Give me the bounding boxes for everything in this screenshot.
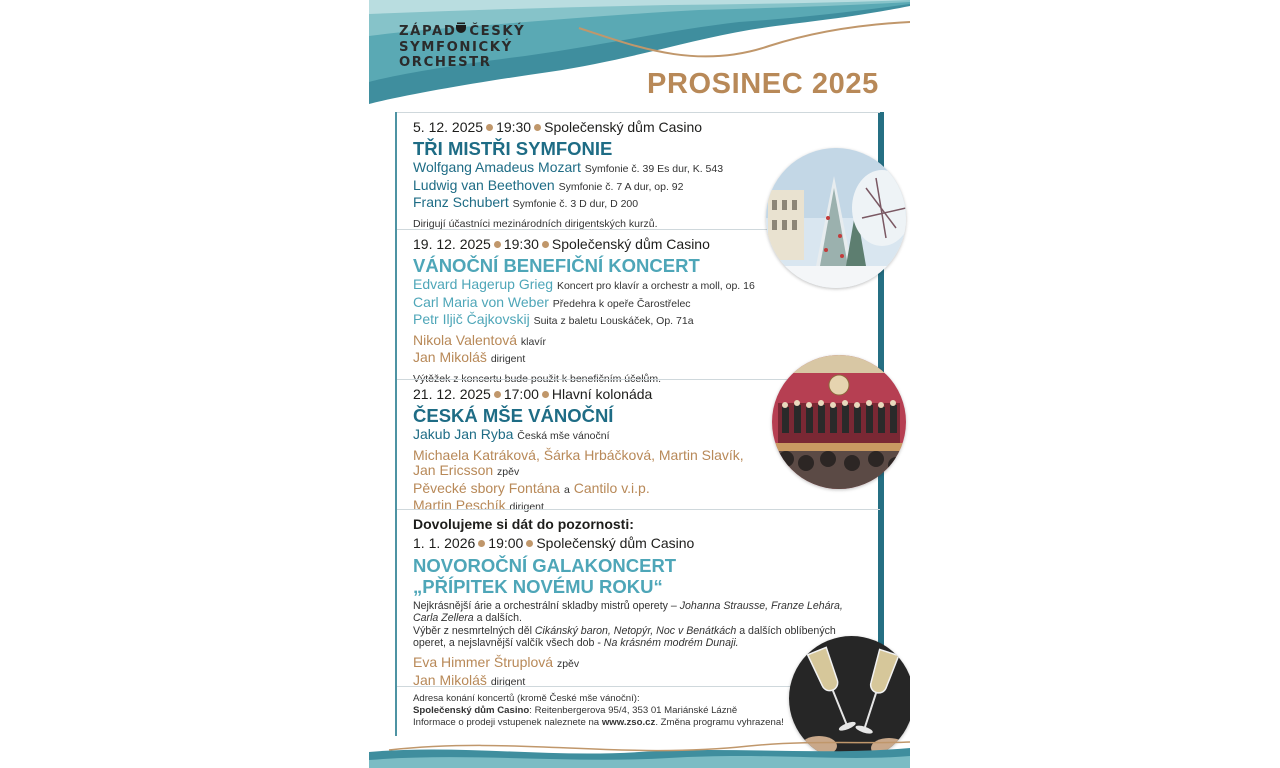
choir-join: a bbox=[563, 483, 570, 496]
composer-name: Ludwig van Beethoven bbox=[413, 176, 555, 193]
event-date: 21. 12. 2025 bbox=[413, 386, 491, 402]
desc-text: Výběr z nesmrtelných děl bbox=[413, 624, 535, 637]
bullet-dot bbox=[494, 391, 501, 398]
work-title: Předehra k opeře Čarostřelec bbox=[552, 297, 691, 310]
footer-wave-decoration bbox=[369, 738, 910, 768]
performer-item bbox=[413, 350, 853, 368]
bullet-dot bbox=[486, 124, 493, 131]
event-4-title-line1: NOVOROČNÍ GALAKONCERT bbox=[413, 555, 677, 576]
event-4-title-line2: „PŘÍPITEK NOVÉMU ROKU“ bbox=[413, 576, 663, 597]
desc-text: Nejkrásnější árie a orchestrální skladby mistrů operety – bbox=[413, 600, 680, 612]
composer-name: Petr Iljič Čajkovskij bbox=[413, 311, 530, 327]
choirs bbox=[413, 481, 853, 499]
performer-role: dirigent bbox=[490, 675, 526, 688]
event-time: 17:00 bbox=[503, 386, 539, 402]
composer-name: Carl Maria von Weber bbox=[413, 293, 549, 310]
work-title: Suita z baletu Louskáček, Op. 71a bbox=[533, 315, 694, 327]
composer-name: Wolfgang Amadeus Mozart bbox=[413, 159, 581, 175]
performer-item bbox=[413, 655, 853, 673]
performer-role: zpěv bbox=[556, 658, 580, 671]
event-4-headline: Dovolujeme si dát do pozornosti: bbox=[413, 516, 634, 532]
logo-word-symfonicky: SYMFONICKÝ bbox=[399, 39, 513, 55]
performer-item bbox=[413, 333, 853, 351]
soloists bbox=[413, 463, 853, 481]
logo-word-cesky: ČESKÝ bbox=[469, 24, 526, 39]
event-1-title: TŘI MISTŘI SYMFONIE bbox=[413, 138, 613, 159]
month-title: PROSINEC 2025 bbox=[647, 68, 879, 100]
info-text: Informace o prodeji vstupenek naleznete na bbox=[413, 717, 602, 728]
bullet-dot bbox=[494, 241, 501, 248]
footer-line-2 bbox=[413, 705, 784, 717]
soloists-names: Jan Ericsson bbox=[413, 462, 494, 478]
program-item bbox=[413, 295, 853, 313]
desc-italic: Cikánský baron, Netopýr, Noc v Benátkách bbox=[534, 624, 737, 637]
venue-name: Společenský dům Casino bbox=[413, 705, 530, 716]
event-4-datetime bbox=[413, 535, 853, 551]
event-4-description bbox=[413, 600, 853, 649]
website-link[interactable]: www.zso.cz bbox=[601, 717, 656, 728]
logo-word-zapad: ZÁPAD bbox=[399, 24, 457, 39]
event-venue: Společenský dům Casino bbox=[544, 119, 703, 135]
work-title: Česká mše vánoční bbox=[517, 430, 610, 442]
composer-name: Edvard Hagerup Grieg bbox=[413, 276, 554, 292]
desc-italic: Carla Zellera bbox=[413, 612, 474, 625]
orchestra-photo bbox=[772, 355, 906, 489]
event-date: 1. 1. 2026 bbox=[413, 535, 476, 551]
logo-word-orchestr: ORCHESTR bbox=[399, 55, 492, 70]
performer-role: dirigent bbox=[490, 353, 526, 365]
event-note: Dirigují účastníci mezinárodních dirigentských kurzů. bbox=[413, 217, 658, 230]
orchestra-logo bbox=[399, 24, 525, 71]
performer-name: Eva Himmer Štruplová bbox=[413, 654, 554, 671]
concert-poster bbox=[369, 0, 910, 768]
logo-bell-icon bbox=[455, 22, 467, 34]
desc-text: a dalších oblíbených bbox=[736, 624, 836, 637]
program-item bbox=[413, 312, 853, 330]
bullet-dot bbox=[526, 540, 533, 547]
work-title: Symfonie č. 7 A dur, op. 92 bbox=[558, 180, 684, 193]
event-2-title: VÁNOČNÍ BENEFIČNÍ KONCERT bbox=[413, 255, 700, 276]
event-venue: Společenský dům Casino bbox=[536, 535, 695, 551]
performer-name: Nikola Valentová bbox=[413, 331, 518, 348]
event-note: Výtěžek z koncertu bude použit k benefičním účelům. bbox=[413, 372, 662, 385]
bullet-dot bbox=[478, 540, 485, 547]
event-time: 19:30 bbox=[496, 119, 532, 135]
bullet-dot bbox=[542, 241, 549, 248]
desc-italic: Na krásném modrém Dunaji. bbox=[603, 636, 739, 649]
event-1-datetime bbox=[413, 119, 853, 135]
bullet-dot bbox=[542, 391, 549, 398]
desc-text: a dalších. bbox=[473, 612, 522, 625]
footer-line-1: Adresa konání koncertů (kromě České mše vánoční): bbox=[413, 693, 640, 704]
footer-line-3 bbox=[413, 717, 784, 729]
info-text: . Změna programu vyhrazena! bbox=[655, 717, 784, 728]
conductor-role: dirigent bbox=[509, 501, 544, 513]
composer-name: Jakub Jan Ryba bbox=[413, 426, 514, 442]
work-title: Koncert pro klavír a orchestr a moll, op. 16 bbox=[556, 280, 755, 292]
winter-trees-photo bbox=[766, 148, 906, 288]
work-title: Symfonie č. 3 D dur, D 200 bbox=[512, 198, 639, 210]
event-venue: Společenský dům Casino bbox=[551, 236, 710, 252]
performer-role: klavír bbox=[520, 335, 547, 348]
desc-italic: Johanna Strausse, Franze Lehára, bbox=[679, 600, 843, 612]
conductor-name: Martin Peschík bbox=[413, 497, 506, 513]
soloists-role: zpěv bbox=[497, 466, 520, 478]
event-date: 5. 12. 2025 bbox=[413, 119, 484, 135]
soloists-names: Michaela Katráková, Šárka Hrbáčková, Martin Slavík, bbox=[413, 446, 744, 463]
work-title: Symfonie č. 39 Es dur, K. 543 bbox=[584, 163, 724, 175]
event-time: 19:30 bbox=[503, 236, 539, 252]
program-item bbox=[413, 277, 853, 295]
event-venue: Hlavní kolonáda bbox=[551, 386, 653, 402]
choir-name: Pěvecké sbory Fontána bbox=[413, 479, 561, 496]
footer-address bbox=[413, 693, 784, 729]
desc-text: operet, a nejslavnější valčík všech dob - bbox=[413, 636, 604, 649]
bullet-dot bbox=[534, 124, 541, 131]
event-3-title: ČESKÁ MŠE VÁNOČNÍ bbox=[413, 405, 614, 426]
choir-name: Cantilo v.i.p. bbox=[573, 479, 650, 496]
composer-name: Franz Schubert bbox=[413, 194, 509, 210]
performer-name: Jan Mikoláš bbox=[413, 671, 487, 688]
event-date: 19. 12. 2025 bbox=[413, 236, 491, 252]
performer-name: Jan Mikoláš bbox=[413, 349, 487, 365]
event-time: 19:00 bbox=[488, 535, 524, 551]
venue-address: : Reitenbergerova 95/4, 353 01 Mariánské Lázně bbox=[529, 705, 738, 716]
